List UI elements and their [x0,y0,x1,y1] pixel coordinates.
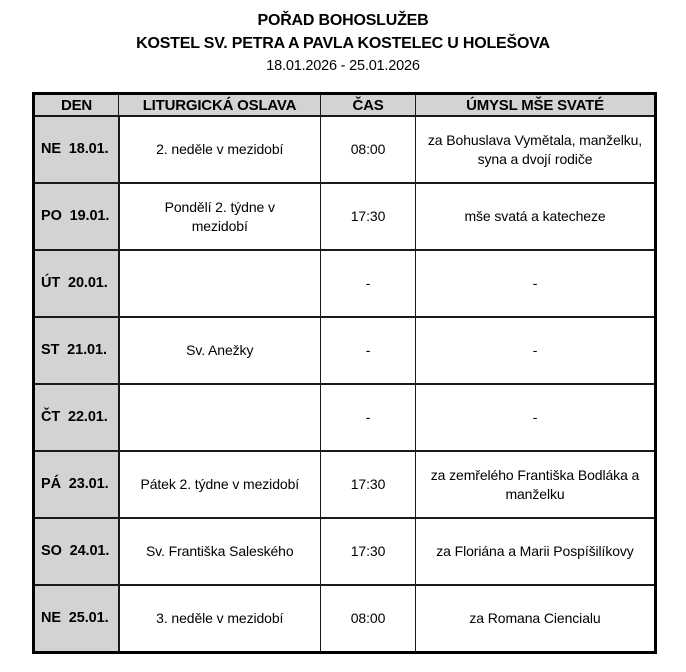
time-cell: - [321,317,416,384]
intention-cell: - [416,384,656,451]
page-title: POŘAD BOHOSLUŽEB [257,12,429,29]
time-cell: - [321,384,416,451]
day-cell: NE 18.01. [34,116,119,183]
day-cell: NE 25.01. [34,585,119,653]
col-header-celebration: LITURGICKÁ OSLAVA [119,94,321,117]
page-subtitle: KOSTEL SV. PETRA A PAVLA KOSTELEC U HOLEŠOVA [136,35,550,52]
celebration-cell [119,250,321,317]
celebration-cell: Sv. Anežky [119,317,321,384]
celebration-cell [119,384,321,451]
schedule-table [32,92,657,654]
table-row [34,116,656,183]
celebration-cell: 3. neděle v mezidobí [119,585,321,653]
table-row [34,317,656,384]
time-cell: 08:00 [321,585,416,653]
date-range: 18.01.2026 - 25.01.2026 [266,58,420,74]
celebration-cell: 2. neděle v mezidobí [119,116,321,183]
intention-cell: mše svatá a katecheze [416,183,656,250]
header-row [34,94,656,117]
col-header-day: DEN [34,94,119,117]
intention-cell: za Floriána a Marii Pospíšilíkovy [416,518,656,585]
table-row [34,250,656,317]
celebration-cell: Pátek 2. týdne v mezidobí [119,451,321,518]
celebration-cell: Pondělí 2. týdne v mezidobí [119,183,321,250]
table-row [34,585,656,653]
time-cell: 17:30 [321,518,416,585]
table-row [34,518,656,585]
time-cell: - [321,250,416,317]
intention-cell: za Romana Ciencialu [416,585,656,653]
time-cell: 17:30 [321,183,416,250]
table-row [34,451,656,518]
intention-cell: za Bohuslava Vymětala, manželku, syna a dvojí rodiče [416,116,656,183]
intention-cell: za zemřelého Františka Bodláka a manželku [416,451,656,518]
day-cell: PÁ 23.01. [34,451,119,518]
day-cell: ÚT 20.01. [34,250,119,317]
celebration-cell: Sv. Františka Saleského [119,518,321,585]
day-cell: PO 19.01. [34,183,119,250]
time-cell: 17:30 [321,451,416,518]
intention-cell: - [416,317,656,384]
day-cell: ST 21.01. [34,317,119,384]
intention-cell: - [416,250,656,317]
table-row [34,183,656,250]
col-header-intention: ÚMYSL MŠE SVATÉ [416,94,656,117]
table-row [34,384,656,451]
document-header [0,0,686,77]
day-cell: SO 24.01. [34,518,119,585]
day-cell: ČT 22.01. [34,384,119,451]
time-cell: 08:00 [321,116,416,183]
col-header-time: ČAS [321,94,416,117]
